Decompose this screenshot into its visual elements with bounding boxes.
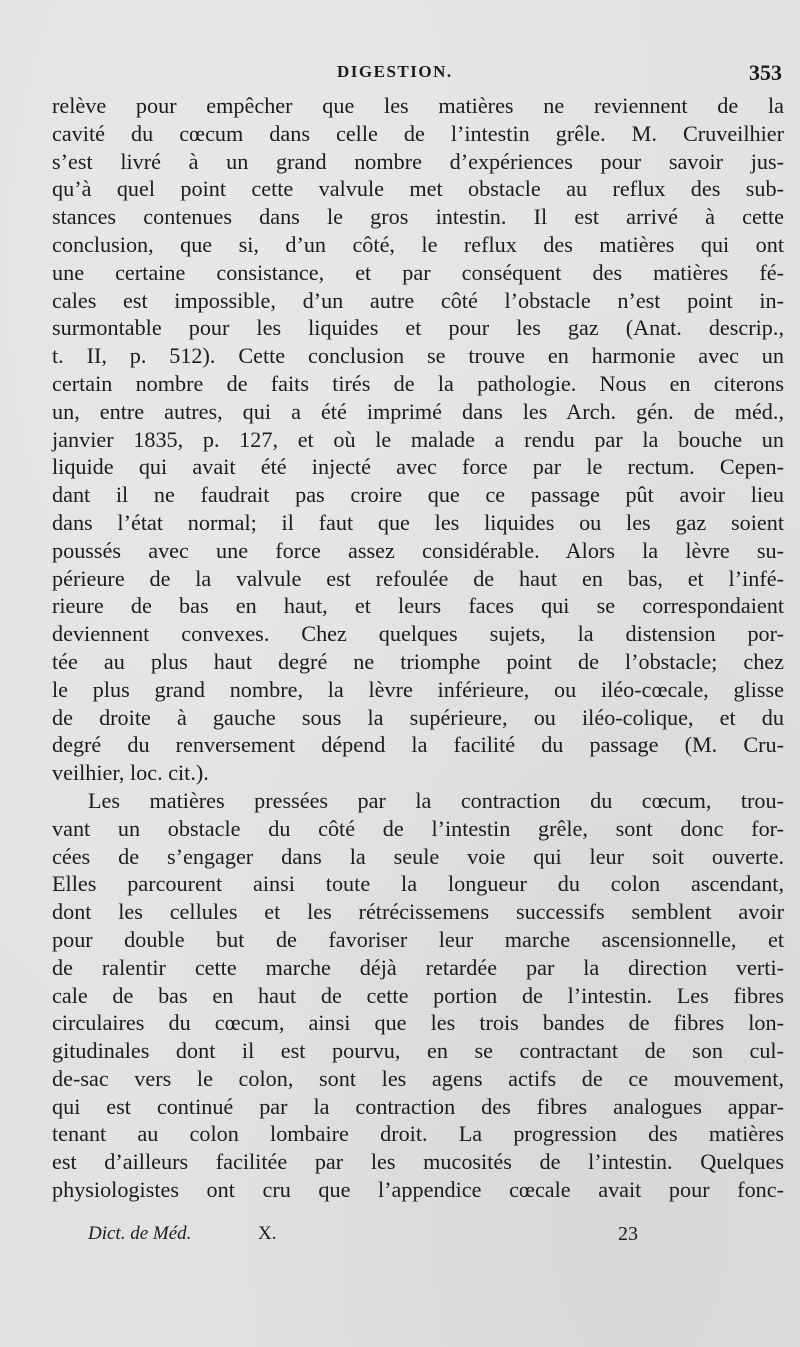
text-line: qu’à quel point cette valvule met obstacle au reflux des sub- xyxy=(52,176,784,202)
page-footer xyxy=(88,1223,648,1251)
text-line: gitudinales dont il est pourvu, en se contractant de son cul- xyxy=(52,1038,784,1064)
text-line: de-sac vers le colon, sont les agens actifs de ce mouvement, xyxy=(52,1065,784,1091)
text-line: pour double but de favoriser leur marche ascensionnelle, et xyxy=(52,926,784,952)
text-line: stances contenues dans le gros intestin. Il est arrivé à cette xyxy=(52,204,784,230)
text-line: conclusion, que si, d’un côté, le reflux des matières qui ont xyxy=(52,231,784,257)
text-line: janvier 1835, p. 127, et où le malade a rendu par la bouche un xyxy=(52,426,784,452)
text-line: surmontable pour les liquides et pour les gaz (Anat. descrip., xyxy=(52,315,784,341)
page-number: 353 xyxy=(749,60,782,85)
text-line: circulaires du cœcum, ainsi que les trois bandes de fibres lon- xyxy=(52,1010,784,1036)
text-line: tée au plus haut degré ne triomphe point de l’obstacle; chez xyxy=(52,648,784,674)
running-head xyxy=(52,62,782,88)
text-line: périeure de la valvule est refoulée de haut en bas, et l’infé- xyxy=(52,565,784,591)
text-line: s’est livré à un grand nombre d’expériences pour savoir jus- xyxy=(52,148,784,174)
text-line: physiologistes ont cru que l’appendice cœcale avait pour fonc- xyxy=(52,1177,784,1203)
text-line: relève pour empêcher que les matières ne reviennent de la xyxy=(52,93,784,118)
text-line: deviennent convexes. Chez quelques sujets, la distension por- xyxy=(52,621,784,647)
body-text xyxy=(52,92,784,1204)
text-line: Elles parcourent ainsi toute la longueur du colon ascendant, xyxy=(52,871,784,897)
footer-signature: Dict. de Méd. xyxy=(88,1223,192,1244)
text-line: liquide qui avait été injecté avec force par le rectum. Cepen- xyxy=(52,454,784,480)
running-title: DIGESTION. xyxy=(337,62,453,81)
text-line: dans l’état normal; il faut que les liquides ou les gaz soient xyxy=(52,509,784,535)
footer-gathering-number: 23 xyxy=(618,1223,638,1245)
text-line: tenant au colon lombaire droit. La progression des matières xyxy=(52,1121,784,1147)
text-line: certain nombre de faits tirés de la pathologie. Nous en citerons xyxy=(52,370,784,396)
text-line: rieure de bas en haut, et leurs faces qui se correspondaient xyxy=(52,593,784,619)
text-line: vant un obstacle du côté de l’intestin grêle, sont donc for- xyxy=(52,815,784,841)
text-line: cées de s’engager dans la seule voie qui leur soit ouverte. xyxy=(52,843,784,869)
text-line: cales est impossible, d’un autre côté l’obstacle n’est point in- xyxy=(52,287,784,313)
text-line: de droite à gauche sous la supérieure, ou iléo-colique, et du xyxy=(52,704,784,730)
text-line: qui est continué par la contraction des fibres analogues appar- xyxy=(52,1093,784,1119)
text-line: cale de bas en haut de cette portion de l’intestin. Les fibres xyxy=(52,982,784,1008)
text-line: degré du renversement dépend la facilité du passage (M. Cru- xyxy=(52,732,784,758)
text-line: un, entre autres, qui a été imprimé dans les Arch. gén. de méd., xyxy=(52,398,784,424)
text-line: t. II, p. 512). Cette conclusion se trouve en harmonie avec un xyxy=(52,343,784,369)
text-line: poussés avec une force assez considérable. Alors la lèvre su- xyxy=(52,537,784,563)
text-line: de ralentir cette marche déjà retardée par la direction verti- xyxy=(52,954,784,980)
paragraph-end-line: veilhier, loc. cit.). xyxy=(52,760,209,786)
footer-volume: X. xyxy=(258,1223,277,1244)
text-line: est d’ailleurs facilitée par les mucosités de l’intestin. Quelques xyxy=(52,1149,784,1175)
text-line: une certaine consistance, et par conséquent des matières fé- xyxy=(52,259,784,285)
text-line: le plus grand nombre, la lèvre inférieure, ou iléo-cœcale, glisse xyxy=(52,676,784,702)
text-line: cavité du cœcum dans celle de l’intestin grêle. M. Cruveilhier xyxy=(52,120,784,146)
paragraph-start-line: Les matières pressées par la contraction du cœcum, trou- xyxy=(88,787,784,813)
text-line: dant il ne faudrait pas croire que ce passage pût avoir lieu xyxy=(52,482,784,508)
text-line: dont les cellules et les rétrécissemens successifs semblent avoir xyxy=(52,899,784,925)
